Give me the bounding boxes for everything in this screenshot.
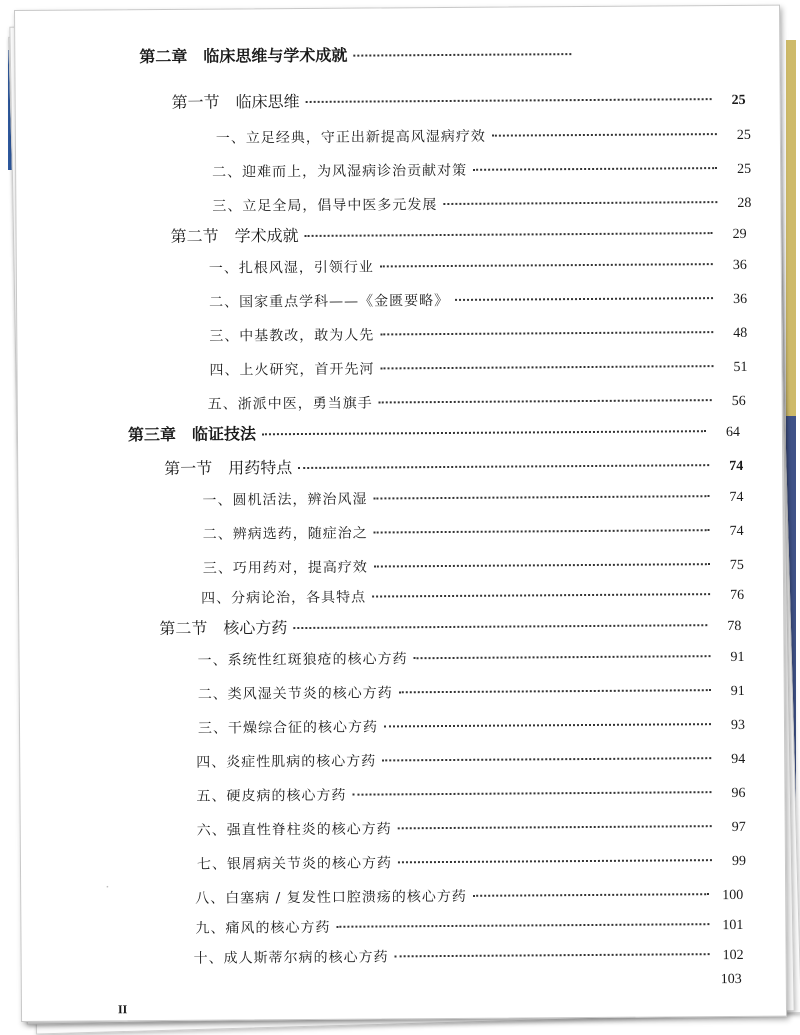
toc-title: 五、浙派中医，勇当旗手 [208,393,373,414]
toc-page-number: 91 [717,684,745,700]
toc-title: 一、立足经典，守正出新提高风湿病疗效 [216,126,486,148]
toc-chapter[interactable] [139,41,605,67]
dot-leader [352,791,711,796]
dot-leader [380,331,713,335]
dot-leader [455,297,713,301]
dot-leader [298,464,709,469]
toc-title: 一、圆机活法，辨治风湿 [202,489,367,510]
toc-title: 九、痛风的核心方药 [195,917,330,938]
dot-leader [382,757,711,761]
toc-title: 八、白塞病 / 复发性口腔溃疡的核心方药 [195,886,467,908]
toc-item[interactable] [197,646,744,670]
toc-title: 二、辨病选药，随症治之 [203,523,368,544]
toc-item[interactable] [195,884,743,908]
dot-leader [374,529,710,533]
toc-item[interactable] [194,944,744,968]
toc-section[interactable] [159,612,741,639]
dot-leader [381,365,714,369]
toc-page-number: 97 [718,820,746,836]
toc-page-number: 25 [723,128,751,144]
toc-title: 一、系统性红斑狼疮的核心方药 [197,648,407,669]
toc-item[interactable] [201,584,744,608]
dot-leader [395,953,710,957]
dot-leader [443,201,717,205]
dot-leader [374,563,710,567]
toc-page-number: 25 [718,93,746,109]
dot-leader [398,825,712,829]
toc-page-number: 75 [716,558,744,574]
toc-title: 第二章 临床思维与学术成就 [139,43,347,67]
toc-item[interactable] [196,782,745,806]
toc-title: 第二节 核心方药 [159,615,287,639]
toc-item[interactable] [212,158,751,182]
toc-title: 三、中基教改，敢为人先 [209,324,374,345]
toc-section[interactable] [172,86,746,113]
dot-leader [336,923,709,928]
toc-title: 二、类风湿关节炎的核心方药 [198,682,393,703]
toc-title: 五、硬皮病的核心方药 [196,785,346,806]
table-of-contents [15,6,779,11]
toc-item[interactable] [209,322,747,346]
toc-item[interactable] [198,714,745,738]
toc-title: 第三章 临证技法 [128,421,256,445]
toc-title: 七、银屑病关节炎的核心方药 [197,852,392,873]
toc-title: 二、国家重点学科——《金匮要略》 [209,290,449,312]
toc-item[interactable] [212,192,751,216]
dot-leader [399,689,711,693]
toc-item[interactable] [209,288,747,312]
dot-leader [414,655,711,659]
toc-chapter[interactable] [128,418,740,445]
dot-leader [293,624,707,629]
toc-page [14,5,787,1022]
dot-leader [384,723,711,727]
toc-last-page-number [682,972,742,988]
toc-page-number: 94 [717,752,745,768]
toc-item[interactable] [198,680,745,704]
toc-title: 第一节 用药特点 [164,455,292,479]
toc-item[interactable] [209,254,747,278]
toc-page-number: 36 [719,292,747,308]
toc-title: 四、炎症性肌病的核心方药 [196,750,376,771]
page-footer-roman: II [118,1002,127,1017]
toc-title: 第一节 临床思维 [172,89,300,113]
toc-page-number: 76 [716,588,744,604]
bleed-through-mark: · [105,880,110,896]
toc-title: 四、上火研究，首开先河 [209,358,374,379]
toc-item[interactable] [197,850,746,874]
toc-title: 三、干燥综合征的核心方药 [198,716,378,737]
toc-page-number: 100 [715,888,743,904]
toc-item[interactable] [209,356,747,380]
toc-page-number: 103 [682,972,742,988]
toc-page-number: 36 [719,258,747,274]
toc-item[interactable] [202,486,743,510]
toc-title: 三、立足全局，倡导中医多元发展 [212,194,437,216]
dot-leader [373,495,709,499]
dot-leader [353,53,571,57]
toc-title: 六、强直性脊柱炎的核心方药 [197,818,392,839]
dot-leader [398,859,712,863]
dot-leader [306,98,712,103]
toc-title: 三、巧用药对，提高疗效 [203,557,368,578]
toc-page-number: 64 [712,425,740,441]
toc-page-number: 56 [718,394,746,410]
toc-page-number: 74 [715,490,743,506]
toc-page-number: 101 [715,918,743,934]
toc-page-number: 48 [719,326,747,342]
toc-page-number: 99 [718,854,746,870]
toc-item[interactable] [208,390,746,414]
dot-leader [380,263,713,267]
toc-title: 二、迎难而上，为风湿病诊治贡献对策 [212,160,467,182]
toc-item[interactable] [196,748,745,772]
toc-section[interactable] [164,452,743,479]
dot-leader [305,232,713,237]
toc-page-number: 91 [716,650,744,666]
toc-page-number: 74 [716,524,744,540]
toc-page-number: 25 [723,162,751,178]
dot-leader [473,167,717,171]
toc-page-number: 93 [717,718,745,734]
toc-item[interactable] [197,816,746,840]
dot-leader [492,133,717,137]
toc-page-number: 29 [719,227,747,243]
toc-title: 一、扎根风湿，引领行业 [209,256,374,277]
dot-leader [379,399,712,403]
toc-title: 四、分病论治，各具特点 [201,587,366,608]
toc-page-number: 74 [715,459,743,475]
toc-page-number: 102 [716,948,744,964]
toc-page-number: 96 [717,786,745,802]
toc-item[interactable] [216,124,751,148]
toc-page-number: 78 [713,619,741,635]
toc-item[interactable] [203,554,744,578]
toc-item[interactable] [195,914,743,938]
dot-leader [262,430,706,435]
toc-item[interactable] [203,520,744,544]
dot-leader [473,893,709,897]
dot-leader [372,593,710,597]
toc-section[interactable] [170,220,746,247]
toc-page-number: 28 [723,196,751,212]
toc-title: 十、成人斯蒂尔病的核心方药 [194,946,389,967]
toc-title: 第二节 学术成就 [170,223,298,247]
toc-page-number: 51 [719,360,747,376]
